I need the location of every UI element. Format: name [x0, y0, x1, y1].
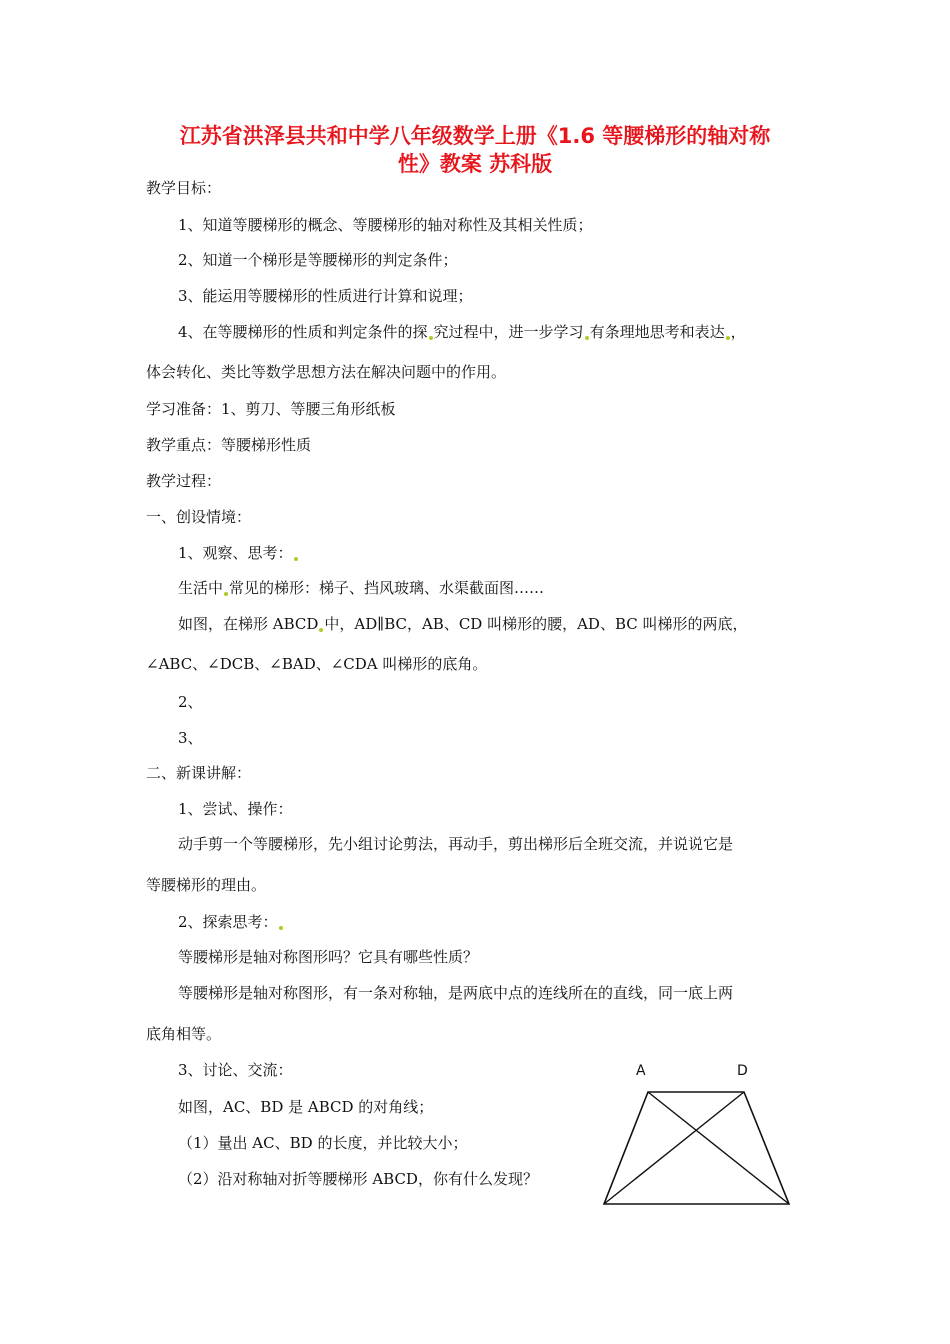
objective-4-continued: 体会转化、类比等数学思想方法在解决问题中的作用。	[146, 363, 507, 381]
symmetry-question: 等腰梯形是轴对称图形吗？它具有哪些性质？	[178, 948, 479, 966]
section-1-sub-1-text: 1、观察、思考：	[178, 544, 293, 562]
objective-4	[178, 322, 746, 342]
symmetry-answer-continued: 底角相等。	[146, 1025, 222, 1043]
cutting-activity: 动手剪一个等腰梯形，先小组讨论剪法，再动手，剪出梯形后全班交流，并说说它是	[178, 835, 734, 853]
mark-dot	[429, 336, 433, 340]
objective-3: 3、能运用等腰梯形的性质进行计算和说理；	[178, 287, 473, 305]
objective-4-part-a: 4、在等腰梯形的性质和判定条件的探	[178, 323, 428, 341]
trapezoid-outline	[604, 1092, 789, 1204]
section-1-sub-2: 2、	[178, 693, 203, 711]
objective-4-part-c: 有条理地思考和表达	[589, 323, 725, 341]
objective-1: 1、知道等腰梯形的概念、等腰梯形的轴对称性及其相关性质；	[178, 216, 593, 234]
diagonal-ac	[648, 1092, 789, 1204]
mark-dot	[319, 628, 323, 632]
section-2-sub-3: 3、讨论、交流：	[178, 1061, 293, 1079]
objective-4-part-b: 究过程中，进一步学习	[433, 323, 584, 341]
mark-dot	[279, 926, 283, 930]
preparation: 学习准备：1、剪刀、等腰三角形纸板	[146, 400, 396, 418]
section-2-sub-1: 1、尝试、操作：	[178, 800, 293, 818]
mark-dot	[294, 557, 298, 561]
document-title	[140, 122, 810, 178]
diagonal-bd	[604, 1092, 744, 1204]
teaching-focus: 教学重点：等腰梯形性质	[146, 436, 312, 454]
objective-2: 2、知道一个梯形是等腰梯形的判定条件；	[178, 251, 458, 269]
mark-dot	[585, 336, 589, 340]
section-2-sub-2-text: 2、探索思考：	[178, 913, 278, 931]
objective-4-part-d: ，	[730, 323, 746, 341]
title-line-1: 江苏省洪泽县共和中学八年级数学上册《1.6 等腰梯形的轴对称	[179, 124, 771, 148]
question-1: （1）量出 AC、BD 的长度，并比较大小；	[178, 1134, 468, 1152]
figure-description-b: 中，AD∥BC，AB、CD 叫梯形的腰，AD、BC 叫梯形的两底，	[324, 615, 748, 633]
section-1-sub-1	[178, 543, 299, 563]
diagonals-text: 如图，AC、BD 是 ABCD 的对角线；	[178, 1098, 434, 1116]
symmetry-answer: 等腰梯形是轴对称图形，有一条对称轴，是两底中点的连线所在的直线，同一底上两	[178, 984, 734, 1002]
section-1-heading: 一、创设情境：	[146, 508, 252, 526]
question-2: （2）沿对称轴对折等腰梯形 ABCD，你有什么发现？	[178, 1170, 538, 1188]
section-2-heading: 二、新课讲解：	[146, 764, 252, 782]
mark-dot	[726, 336, 730, 340]
figure-description-a: 如图，在梯形 ABCD	[178, 615, 319, 633]
cutting-activity-continued: 等腰梯形的理由。	[146, 876, 267, 894]
figure-description	[178, 614, 748, 634]
life-examples-a: 生活中	[178, 579, 224, 597]
base-angles: ∠ABC、∠DCB、∠BAD、∠CDA 叫梯形的底角。	[146, 655, 488, 673]
title-line-2: 性》教案 苏科版	[397, 152, 553, 176]
life-examples-b: 常见的梯形：梯子、挡风玻璃、水渠截面图……	[229, 579, 545, 597]
vertex-label-a: A	[636, 1063, 646, 1079]
isosceles-trapezoid-diagram	[596, 1056, 796, 1216]
life-examples	[178, 578, 544, 598]
teaching-process: 教学过程：	[146, 472, 222, 490]
mark-dot	[224, 592, 228, 596]
vertex-label-d: D	[737, 1063, 748, 1079]
section-2-sub-2	[178, 912, 284, 932]
objectives-heading: 教学目标：	[146, 179, 222, 197]
section-1-sub-3: 3、	[178, 729, 203, 747]
